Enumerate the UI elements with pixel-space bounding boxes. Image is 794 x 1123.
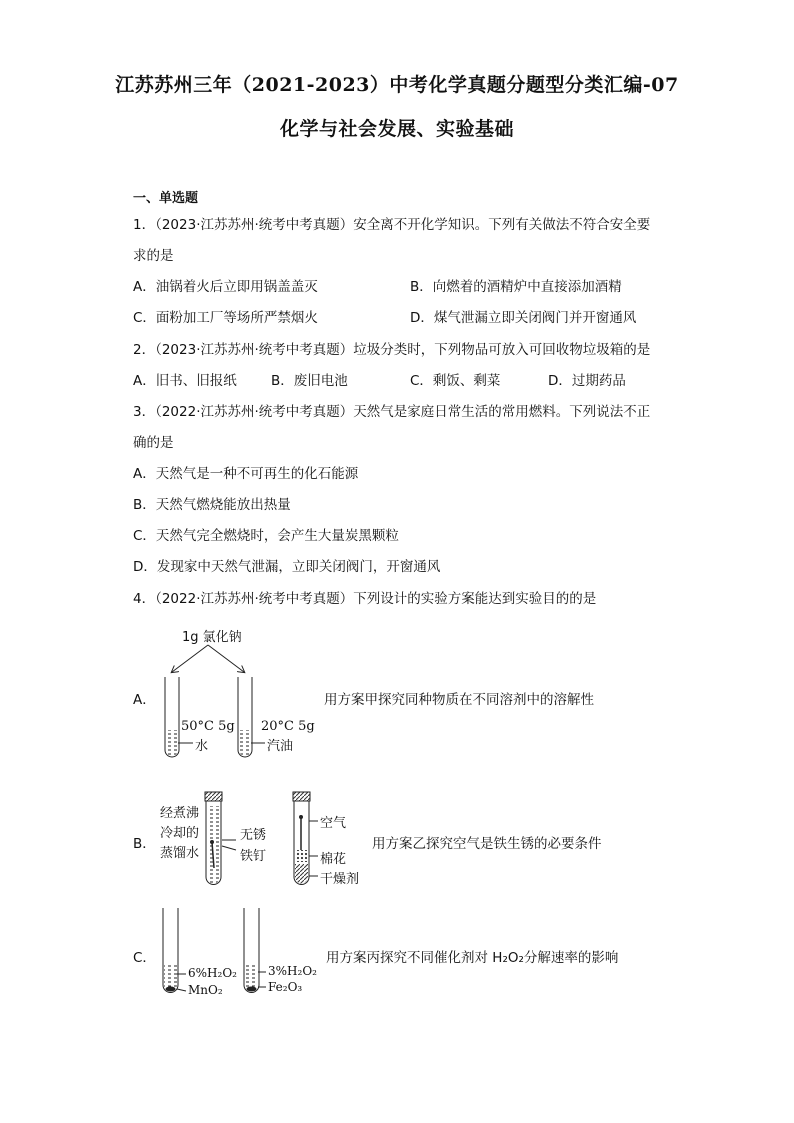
q3-option-d: D．发现家中天然气泄漏，立即关闭阀门，开窗通风 bbox=[133, 559, 441, 575]
q3-option-b: B．天然气燃烧能放出热量 bbox=[133, 497, 291, 513]
q2-stem-line1: 2．（2023·江苏苏州·统考中考真题）垃圾分类时，下列物品可放入可回收物垃圾箱的是 bbox=[133, 342, 651, 358]
test-tube-left-a bbox=[165, 677, 179, 757]
figure-c-left-catalyst: MnO₂ bbox=[188, 983, 223, 997]
figure-c-right-catalyst: Fe₂O₃ bbox=[268, 980, 303, 994]
q2-option-d: D．过期药品 bbox=[548, 373, 626, 389]
document-title-line2: 化学与社会发展、实验基础 bbox=[279, 118, 514, 140]
q2-option-a: A．旧书、旧报纸 bbox=[133, 373, 237, 389]
figure-c-right-solution: 3%H₂O₂ bbox=[268, 964, 317, 978]
q4-option-b-label: B． bbox=[133, 836, 156, 852]
q1-stem-line1: 1．（2023·江苏苏州·统考中考真题）安全离不开化学知识。下列有关做法不符合安全要 bbox=[133, 217, 651, 233]
figure-b-water-line3: 蒸馏水 bbox=[160, 846, 200, 861]
q4-stem-line1: 4．（2022·江苏苏州·统考中考真题）下列设计的实验方案能达到实验目的的是 bbox=[133, 591, 597, 607]
q1-option-d: D．煤气泄漏立即关闭阀门并开窗通风 bbox=[410, 310, 637, 326]
q4-option-a-text: 用方案甲探究同种物质在不同溶剂中的溶解性 bbox=[324, 692, 594, 708]
q4-option-c-text: 用方案丙探究不同催化剂对 H₂O₂分解速率的影响 bbox=[326, 950, 619, 966]
test-tube-left-c bbox=[163, 908, 178, 993]
figure-b-cotton: 棉花 bbox=[320, 852, 347, 867]
q3-stem-line2: 确的是 bbox=[133, 435, 174, 451]
figure-b-water-line1: 经煮沸 bbox=[160, 806, 200, 821]
test-tube-left-b bbox=[205, 792, 222, 885]
figure-a-top-label: 1g 氯化钠 bbox=[182, 630, 242, 645]
q3-stem-line1: 3．（2022·江苏苏州·统考中考真题）天然气是家庭日常生活的常用燃料。下列说法不正 bbox=[133, 404, 651, 420]
q2-option-b: B．废旧电池 bbox=[271, 373, 348, 389]
q1-option-c: C．面粉加工厂等场所严禁烟火 bbox=[133, 310, 318, 326]
figure-b-nail-line1: 无锈 bbox=[240, 828, 267, 843]
q1-option-b: B．向燃着的酒精炉中直接添加酒精 bbox=[410, 279, 622, 295]
figure-a-right-temp: 20°C 5g bbox=[261, 719, 315, 734]
section-heading: 一、单选题 bbox=[133, 191, 199, 206]
q1-stem-line2: 求的是 bbox=[133, 248, 174, 264]
figure-a-right-liquid: 汽油 bbox=[267, 739, 294, 754]
test-tube-right-c bbox=[244, 908, 259, 993]
q2-option-c: C．剩饭、剩菜 bbox=[410, 373, 501, 389]
q1-option-a: A．油锅着火后立即用锅盖盖灭 bbox=[133, 279, 318, 295]
figure-b-water-line2: 冷却的 bbox=[160, 826, 200, 841]
figure-b-nail-line2: 铁钉 bbox=[240, 849, 267, 864]
figure-c-left-solution: 6%H₂O₂ bbox=[188, 966, 237, 980]
q4-option-b-text: 用方案乙探究空气是铁生锈的必要条件 bbox=[372, 836, 602, 852]
q4-option-c-label: C． bbox=[133, 950, 156, 966]
q3-option-a: A．天然气是一种不可再生的化石能源 bbox=[133, 466, 359, 482]
figure-b-desiccant: 干燥剂 bbox=[320, 872, 360, 887]
figure-a-left-temp: 50°C 5g bbox=[181, 719, 235, 734]
figure-b-air: 空气 bbox=[320, 816, 347, 831]
test-tube-right-a bbox=[238, 677, 252, 757]
document-title-line1: 江苏苏州三年（2021-2023）中考化学真题分题型分类汇编-07 bbox=[115, 74, 679, 96]
q3-option-c: C．天然气完全燃烧时，会产生大量炭黑颗粒 bbox=[133, 528, 399, 544]
q4-option-a-label: A． bbox=[133, 692, 156, 708]
test-tube-right-b bbox=[293, 792, 310, 885]
figure-a-left-liquid: 水 bbox=[195, 739, 209, 754]
option-a-apparatus bbox=[165, 645, 265, 757]
